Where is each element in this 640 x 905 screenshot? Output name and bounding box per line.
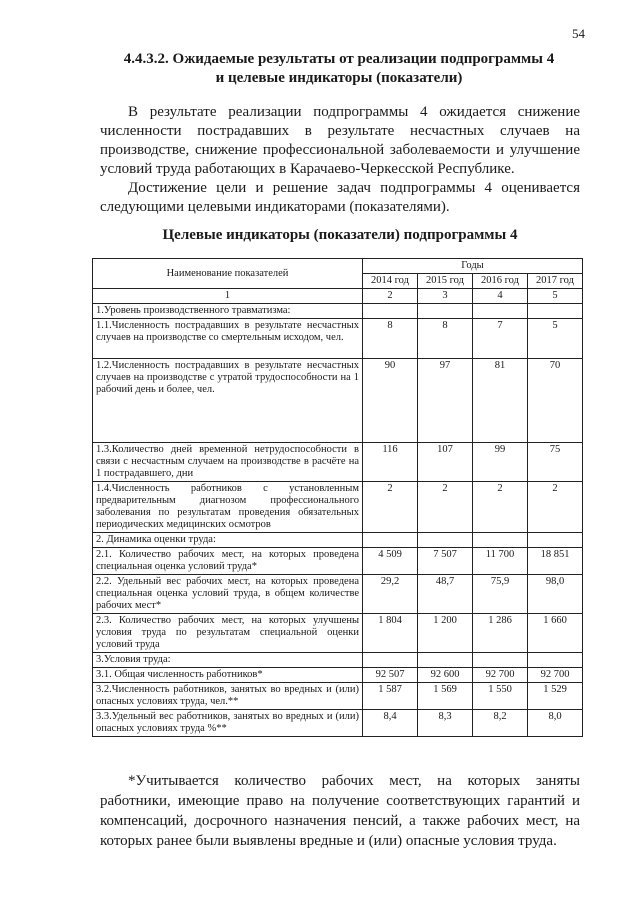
value-cell: 2 <box>363 482 418 533</box>
value-cell: 2 <box>473 482 528 533</box>
value-cell: 8,3 <box>418 710 473 737</box>
section-title-line2: и целевые индикаторы (показатели) <box>215 70 463 86</box>
table-row <box>93 359 583 443</box>
indicator-name: 3.1. Общая численность работников* <box>93 668 363 683</box>
section-row <box>93 304 583 319</box>
col-number: 4 <box>473 289 528 304</box>
table-row <box>93 668 583 683</box>
year-header: 2014 год <box>363 274 418 289</box>
indicator-name: 3.2.Численность работников, занятых во вредных и (или) опасных условиях труда, чел.** <box>93 683 363 710</box>
value-cell: 75,9 <box>473 575 528 614</box>
year-header: 2015 год <box>418 274 473 289</box>
indicator-name: 2.1. Количество рабочих мест, на которых проведена специальная оценка условий труда* <box>93 548 363 575</box>
indicator-name: 3.3.Удельный вес работников, занятых во вредных и (или) опасных условиях труда %** <box>93 710 363 737</box>
years-header: Годы <box>363 259 583 274</box>
value-cell: 5 <box>528 319 583 359</box>
section-row <box>93 533 583 548</box>
col-number: 1 <box>93 289 363 304</box>
value-cell: 1 286 <box>473 614 528 653</box>
value-cell: 92 507 <box>363 668 418 683</box>
value-cell: 116 <box>363 443 418 482</box>
value-cell: 1 587 <box>363 683 418 710</box>
value-cell: 92 700 <box>528 668 583 683</box>
value-cell: 99 <box>473 443 528 482</box>
value-cell: 7 507 <box>418 548 473 575</box>
table-row <box>93 482 583 533</box>
value-cell: 8,0 <box>528 710 583 737</box>
value-cell: 1 804 <box>363 614 418 653</box>
year-header: 2017 год <box>528 274 583 289</box>
value-cell: 8 <box>418 319 473 359</box>
value-cell: 81 <box>473 359 528 443</box>
value-cell: 8,2 <box>473 710 528 737</box>
table-row <box>93 548 583 575</box>
table-row <box>93 683 583 710</box>
value-cell: 75 <box>528 443 583 482</box>
table-row <box>93 614 583 653</box>
table-row <box>93 443 583 482</box>
section-label: 3.Условия труда: <box>93 653 363 668</box>
value-cell: 98,0 <box>528 575 583 614</box>
indicator-name: 2.2. Удельный вес рабочих мест, на которых проведена специальная оценка условий труда, в общем количестве рабочих мест* <box>93 575 363 614</box>
table-row <box>93 575 583 614</box>
value-cell: 1 569 <box>418 683 473 710</box>
value-cell: 92 700 <box>473 668 528 683</box>
value-cell: 97 <box>418 359 473 443</box>
value-cell: 18 851 <box>528 548 583 575</box>
table-row <box>93 710 583 737</box>
indicators-table <box>92 258 583 737</box>
col-number-row <box>93 289 583 304</box>
table-row <box>93 319 583 359</box>
value-cell: 1 200 <box>418 614 473 653</box>
value-cell: 48,7 <box>418 575 473 614</box>
value-cell: 11 700 <box>473 548 528 575</box>
indicator-name: 1.3.Количество дней временной нетрудоспособности в связи с несчастным случаем на производстве в расчёте на 1 пострадавшего, дни <box>93 443 363 482</box>
value-cell: 8 <box>363 319 418 359</box>
value-cell: 29,2 <box>363 575 418 614</box>
value-cell: 2 <box>418 482 473 533</box>
col-name-header: Наименование показателей <box>93 259 363 289</box>
section-title <box>100 50 578 88</box>
value-cell: 107 <box>418 443 473 482</box>
indicator-name: 1.2.Численность пострадавших в результате несчастных случаев на производстве с утратой трудоспособности на 1 рабочий день и более, чел. <box>93 359 363 443</box>
value-cell: 70 <box>528 359 583 443</box>
year-header: 2016 год <box>473 274 528 289</box>
table-header-row <box>93 259 583 274</box>
section-title-line1: 4.4.3.2. Ожидаемые результаты от реализации подпрограммы 4 <box>123 51 555 67</box>
col-number: 2 <box>363 289 418 304</box>
value-cell: 2 <box>528 482 583 533</box>
value-cell: 7 <box>473 319 528 359</box>
indicator-name: 1.1.Численность пострадавших в результате несчастных случаев на производстве со смертельным исходом, чел. <box>93 319 363 359</box>
value-cell: 1 529 <box>528 683 583 710</box>
value-cell: 92 600 <box>418 668 473 683</box>
indicator-name: 2.3. Количество рабочих мест, на которых улучшены условия труда по результатам специальной оценки условий труда <box>93 614 363 653</box>
indicators-paragraph: Достижение цели и решение задач подпрограммы 4 оценивается следующими целевыми индикаторами (показателями). <box>100 180 580 215</box>
footnote: *Учитывается количество рабочих мест, на которых заняты работники, имеющие право на получение соответствующих гарантий и компенсаций, досрочного назначения пенсий, а также рабочих мест, на которых ранее были выявлены вредные и (или) опасные условия труда. <box>100 773 580 849</box>
value-cell: 8,4 <box>363 710 418 737</box>
col-number: 5 <box>528 289 583 304</box>
value-cell: 90 <box>363 359 418 443</box>
value-cell: 1 660 <box>528 614 583 653</box>
page-number: 54 <box>572 26 585 41</box>
section-label: 1.Уровень производственного травматизма: <box>93 304 363 319</box>
table-title: Целевые индикаторы (показатели) подпрограммы 4 <box>162 227 518 243</box>
intro-paragraph: В результате реализации подпрограммы 4 ожидается снижение численности пострадавших в результате несчастных случаев на производстве, снижение профессиональной заболеваемости и улучшение условий труда работающих в Карачаево-Черкесской Республике. <box>100 104 580 177</box>
value-cell: 1 550 <box>473 683 528 710</box>
section-row <box>93 653 583 668</box>
col-number: 3 <box>418 289 473 304</box>
value-cell: 4 509 <box>363 548 418 575</box>
indicator-name: 1.4.Численность работников с установленным предварительным диагнозом профессионального заболевания по результатам проведения обязательных периодических медицинских осмотров <box>93 482 363 533</box>
section-label: 2. Динамика оценки труда: <box>93 533 363 548</box>
